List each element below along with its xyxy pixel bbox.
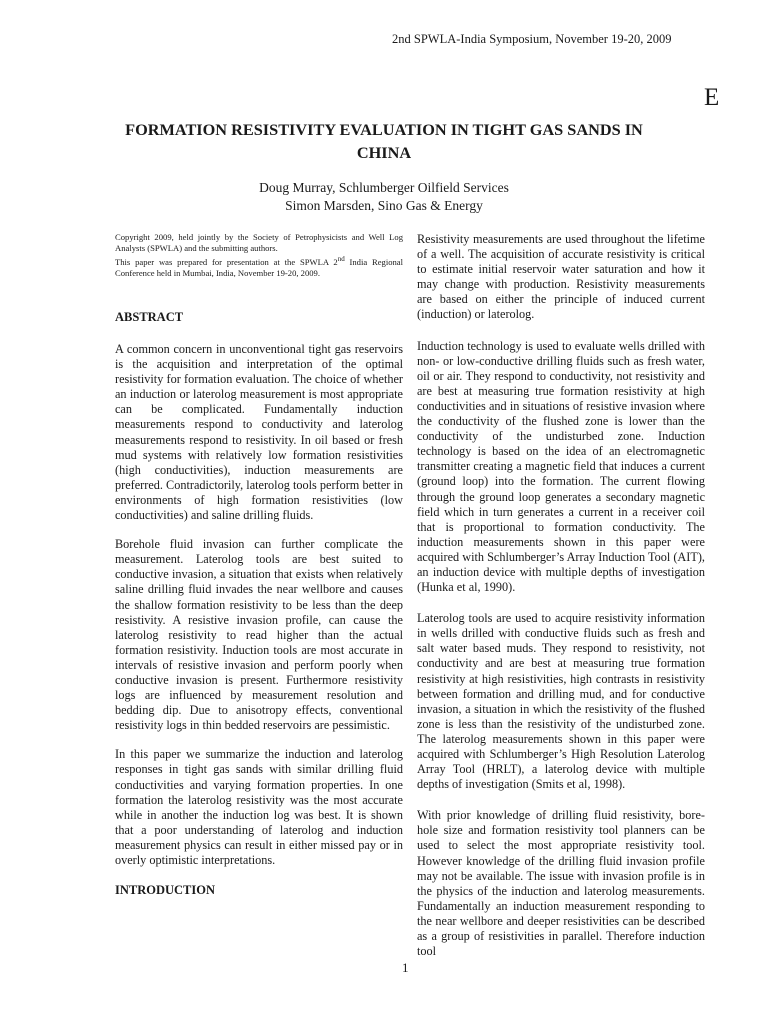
- abstract-paragraph: A common concern in unconventional tight gas reservoirs is the acquisition and interpretation of the optimal resistivity for formation evaluation. The choice of whether an induction or laterolog measurement is most appropriate can be complicated. Fundamentally induction measurements respond to conductivity and laterolog measurements respond to resistivity. In oil based or fresh mud systems with relatively low formation resistivities (high conductivities), induction measurements are preferred. Contradictorily, laterolog tools perform better in environments of high formation resistivities (low conductivities) and saline drilling fluids.: [115, 342, 403, 523]
- ordinal-superscript: nd: [337, 255, 345, 264]
- introduction-paragraph: Resistivity measurements are used throughout the lifetime of a well. The acquisition of accurate resistivity is critical to estimate initial reservoir water saturation and how it may change with production. Resistivity measurements are based on either the principle of induced current (induction) or laterolog.: [417, 232, 705, 322]
- page-number: 1: [402, 960, 409, 975]
- left-column: [115, 232, 403, 898]
- abstract-paragraph: In this paper we summarize the induction and laterolog responses in tight gas sands with similar drilling fluid conductivities and varying formation properties. In one formation the laterolog resistivity was the most accurate while in another the induction log was best. It is shown that a poor understanding of laterolog and induction measurement physics can result in either missed pay or in overly optimistic interpretations.: [115, 747, 403, 867]
- abstract-paragraph: Borehole fluid invasion can further complicate the measurement. Laterolog tools are best suited to conductive invasion, a situation that exists when relatively saline drilling fluid invades the near wellbore and causes the shallow formation resistivity to be less than the deep resistivity. A resistive invasion profile, can cause the laterolog resistivity to read higher than the actual formation resistivity. Induction tools are most accurate in intervals of resistive invasion and perform poorly when conductive invasion is present. Furthermore resistivity logs are influenced by measurement resolution and bedding dip. Due to anisotropy effects, conventional resistivity logs in thin bedded reservoirs are pessimistic.: [115, 537, 403, 733]
- introduction-paragraph: With prior knowledge of drilling fluid resistivity, bore-hole size and formation resistivity tool planners can be used to select the most appropriate resistivity tool. However knowledge of the drilling fluid invasion profile may not be available. The issue with invasion profile is in the physics of the induction and laterolog measurements. Fundamentally an induction measurement responding to the near wellbore and deeper resistivities can be described as a group of resistivities in parallel. Therefore induction tool: [417, 808, 705, 959]
- right-column: [417, 232, 705, 975]
- copyright-notice: Copyright 2009, held jointly by the Society of Petrophysicists and Well Log Analysts (SPWLA) and the submitting authors.: [115, 232, 403, 253]
- paper-title: FORMATION RESISTIVITY EVALUATION IN TIGHT GAS SANDS IN CHINA: [125, 120, 643, 162]
- author-list: [100, 179, 668, 215]
- introduction-paragraph: Laterolog tools are used to acquire resistivity information in wells drilled with conductive fluids such as fresh and salt water based muds. They respond to resistivity, not conductivity and are best at measuring true formation resistivity at high resistivities, high contrasts in resistivity between formation and drilling mud, and for conductive invasion, a situation in which the resistivity of the flushed zone is less than the resistivity of the undisturbed zone. The laterolog measurements shown in this paper were acquired with Schlumberger’s High Resolution Laterolog Array Tool (HRLT), a laterolog device with multiple depths of investigation (Smits et al, 1998).: [417, 611, 705, 792]
- introduction-heading: INTRODUCTION: [115, 883, 216, 898]
- conference-notice: This paper was prepared for presentation at the SPWLA 2nd India Regional Conference held in Mumbai, India, November 19-20, 2009.: [115, 255, 403, 278]
- section-letter: E: [704, 84, 720, 111]
- author-1: Doug Murray, Schlumberger Oilfield Services: [259, 180, 509, 195]
- author-2: Simon Marsden, Sino Gas & Energy: [285, 198, 483, 213]
- introduction-paragraph: Induction technology is used to evaluate wells drilled with non- or low-conductive drilling fluids such as fresh water, oil or air. They respond to conductivity, not resistivity and are best at measuring true formation resistivity at high conductivities and in situations of resistive invasion where the conductivity of the flushed zone is lower than the conductivity of the undisturbed zone. Induction technology is based on the idea of an electromagnetic transmitter creating a magnetic field that induces a current (ground loop) into the formation. The current flowing through the ground loop generates a secondary magnetic field which in turn generates a current in a receiver coil that is proportional to formation conductivity. The induction measurements shown in this paper were acquired with Schlumberger’s Array Induction Tool (AIT), an induction device with multiple depths of investigation (Hunka et al, 1990).: [417, 338, 705, 595]
- running-header: 2nd SPWLA-India Symposium, November 19-20, 2009: [392, 32, 672, 46]
- abstract-heading: ABSTRACT: [115, 310, 184, 324]
